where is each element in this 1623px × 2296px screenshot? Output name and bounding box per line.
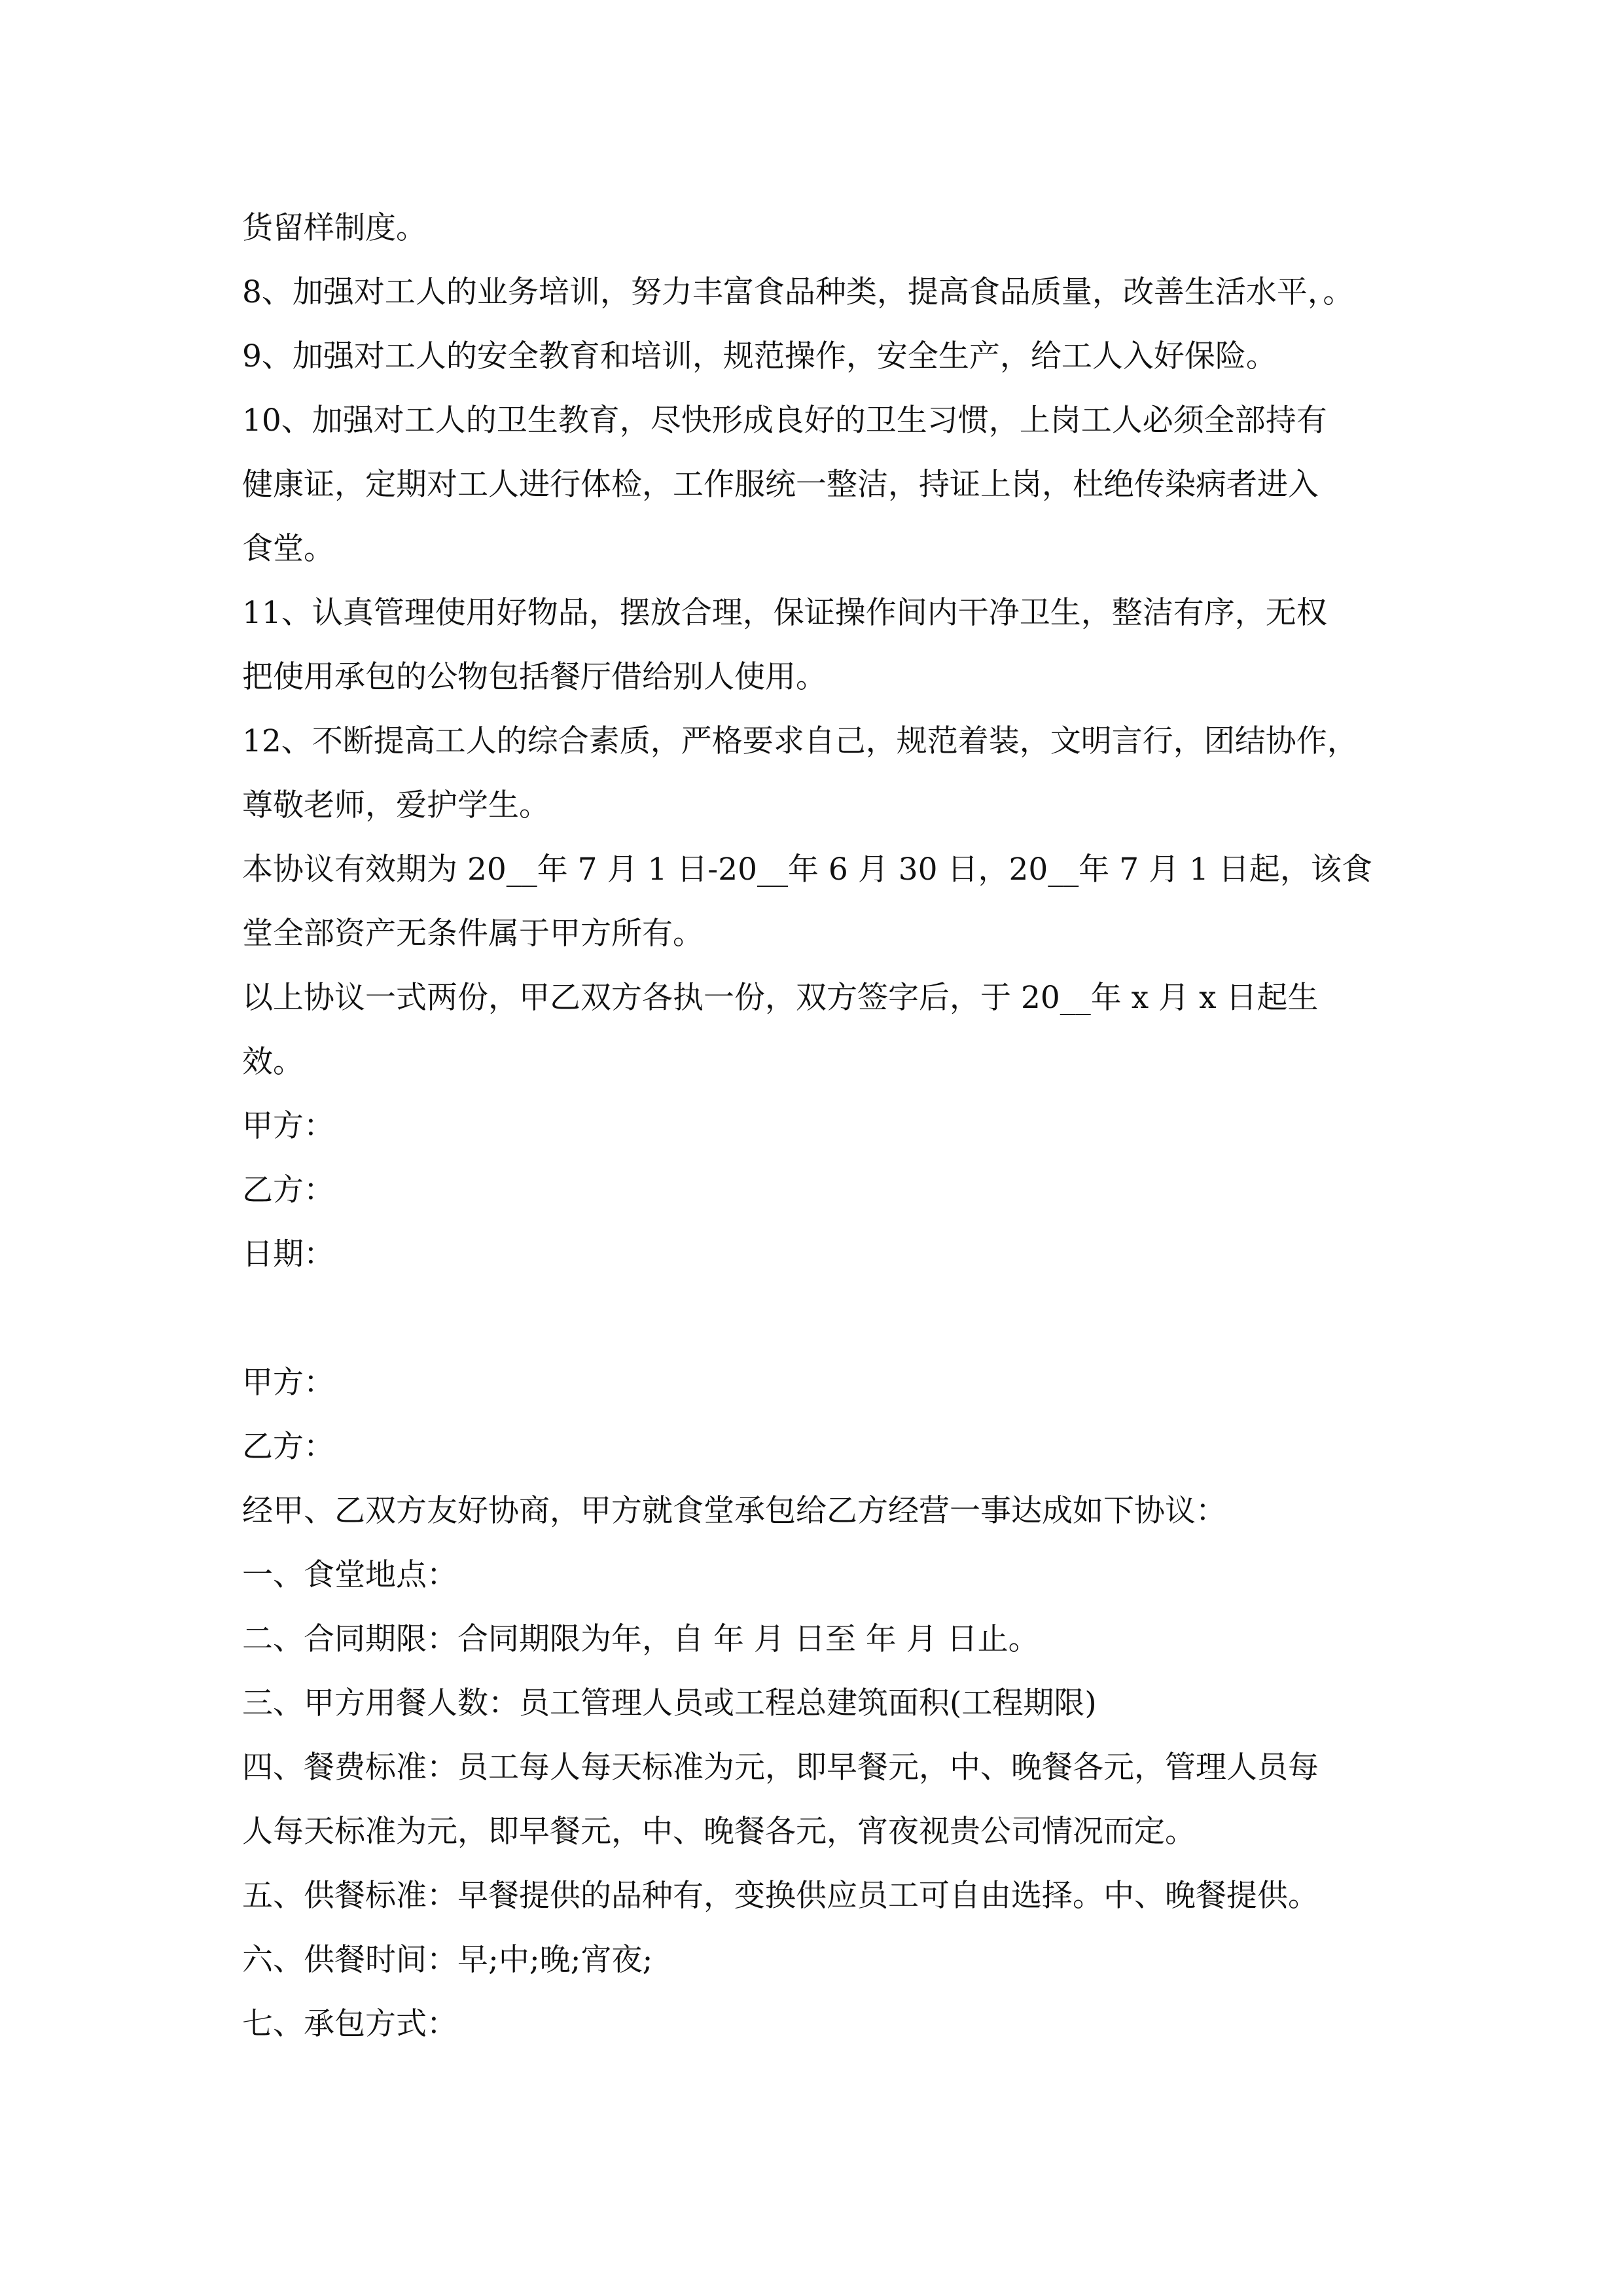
text-line: 8、加强对工人的业务培训，努力丰富食品种类，提高食品质量，改善生活水平，。 [242,274,1354,310]
text-line: 三、甲方用餐人数：员工管理人员或工程总建筑面积(工程期限) [242,1685,1097,1721]
document-body [242,196,1420,2056]
text-line: 货留样制度。 [242,210,427,246]
text-line: 12、不断提高工人的综合素质，严格要求自己，规范着装，文明言行，团结协作， [242,723,1358,759]
text-line: 经甲、乙双方友好协商，甲方就食堂承包给乙方经营一事达成如下协议： [242,1493,1226,1529]
text-line: 四、餐费标准：员工每人每天标准为元，即早餐元，中、晚餐各元，管理人员每 [242,1749,1319,1785]
text-line: 人每天标准为元，即早餐元，中、晚餐各元，宵夜视贵公司情况而定。 [242,1814,1196,1850]
text-line: 食堂。 [242,531,334,567]
text-line: 11、认真管理使用好物品，摆放合理，保证操作间内干净卫生，整洁有序，无权 [242,595,1327,631]
text-line: 健康证，定期对工人进行体检，工作服统一整洁，持证上岗，杜绝传染病者进入 [242,467,1319,503]
text-line: 堂全部资产无条件属于甲方所有。 [242,916,704,952]
signature-date-label: 日期： [242,1236,334,1272]
text-line: 9、加强对工人的安全教育和培训，规范操作，安全生产，给工人入好保险。 [242,338,1277,374]
text-line: 以上协议一式两份，甲乙双方各执一份，双方签字后，于 20__年 x 月 x 日起生 [242,980,1319,1016]
text-line: 五、供餐标准：早餐提供的品种有，变换供应员工可自由选择。中、晚餐提供。 [242,1878,1319,1914]
signature-party-a-label: 甲方： [242,1108,334,1144]
text-line: 尊敬老师，爱护学生。 [242,787,550,823]
text-line: 七、承包方式： [242,2006,457,2042]
text-line: 六、供餐时间：早;中;晚;宵夜; [242,1942,653,1978]
text-line: 本协议有效期为 20__年 7 月 1 日-20__年 6 月 30 日，20__年 7 月 1 日起，该食 [242,852,1372,888]
party-b-label: 乙方： [242,1429,334,1465]
text-line: 二、合同期限：合同期限为年，自 年 月 日至 年 月 日止。 [242,1621,1039,1657]
signature-party-b-label: 乙方： [242,1172,334,1208]
text-line: 10、加强对工人的卫生教育，尽快形成良好的卫生习惯，上岗工人必须全部持有 [242,403,1327,439]
party-a-label: 甲方： [242,1365,334,1401]
section-gap [242,1287,1420,1351]
text-line: 把使用承包的公物包括餐厅借给别人使用。 [242,659,827,695]
text-line: 效。 [242,1044,304,1080]
text-line: 一、食堂地点： [242,1557,457,1593]
